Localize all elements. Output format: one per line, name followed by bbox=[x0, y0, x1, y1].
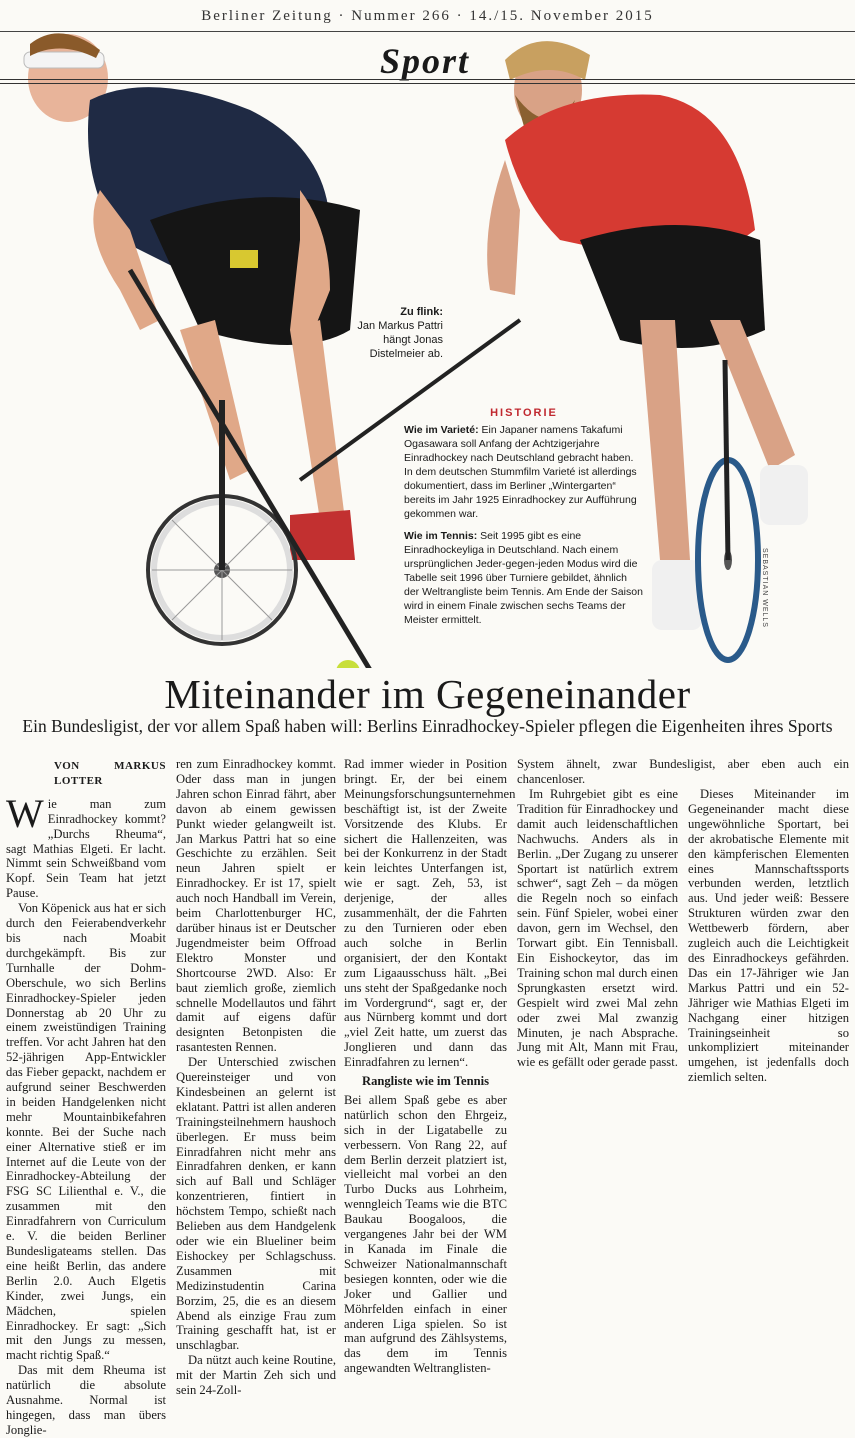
masthead: Berliner Zeitung · Nummer 266 · 14./15. November 2015 bbox=[201, 8, 654, 24]
caption-title: Zu flink: bbox=[400, 306, 443, 318]
historie-item-lead: Wie im Varieté: bbox=[404, 424, 479, 436]
headline: Miteinander im Gegeneinander bbox=[164, 671, 691, 717]
dropcap: W bbox=[6, 790, 44, 836]
byline: VON MARKUS LOTTER bbox=[54, 760, 166, 787]
tennis-ball bbox=[336, 660, 360, 668]
photo-caption bbox=[348, 305, 443, 361]
historie-heading: HISTORIE bbox=[490, 407, 558, 419]
paragraph: Bei allem Spaß gebe es aber natürlich schon den Ehrgeiz, sich in der Ligatabelle zu verbessern. Von Rang 22, auf dem Berlin derzeit platziert ist, vielleicht mal vorbei an den Turbo Ducks aus Lohrheim, wenngleich Teams wie die BTC Baukau Boogaloos, die vergangenes Jahr bei der WM in Kanada im Finale die Schweizer Nationalmannschaft besiegen konnten, oder wie die Joker und Gallier und Möhrfelden einfach in einer anderen Liga spielen. So ist man aufgrund des Zählsystems, das dem im Tennis angewandten Weltranglisten- bbox=[344, 1092, 507, 1376]
subheadline: Ein Bundesligist, der vor allem Spaß haben will: Berlins Einradhockey-Spieler pflegen die Eigenheiten ihres Sports bbox=[22, 716, 833, 736]
player-left bbox=[24, 33, 360, 560]
paragraph: Dieses Miteinander im Gegeneinander macht diese ungewöhnliche Sportart, bei der akrobatische Elemente mit den kämpferischen Elementen eines Mannschaftssports verbunden werden, letztlich aus. Und jeder weiß: Bessere Strukturen würden zwar den Wettbewerb fördern, aber zugleich auch die Leichtigkeit des Einradhockeys gefährden. Das ein 17-Jähriger wie Jan Markus Pattri und ein 52-Jähriger wie Mathias Elgeti im Nachgang einer hitzigen Trainingseinheit so unkompliziert miteinander umgehen, ist jedenfalls doch ziemlich selten. bbox=[688, 787, 849, 1085]
historie-item bbox=[404, 423, 644, 521]
paragraph: Der Unterschied zwischen Quereinsteiger und von Kindesbeinen an gelernt ist eklatant. Pattri ist allen anderen Trainingsteilnehmern haushoch überlegen. Er muss beim Einradfahren nicht mehr ans Einradfahren denken, er kann sich auf Ball und Schläger konzentrieren, fintiert in höchstem Tempo, schießt nach Belieben aus dem Handgelenk oder wie ein Blueliner beim Eishockey per Schlagschuss. Zusammen mit Medizinstudentin Carina Borzim, 25, die es an diesem Abend als einzige Frau zum Training geschafft hat, ist er unschlagbar. bbox=[176, 1055, 336, 1353]
section-title: Sport bbox=[380, 41, 471, 81]
paragraph-text: ie man zum Einradhockey kommt? „Durchs Rheuma“, sagt Mathias Elgeti. Er lacht. Nimmt sein Schweißband vom Kopf. Sein Team hat jetzt Pause. bbox=[6, 796, 166, 901]
historie-box bbox=[404, 406, 644, 635]
photo-credit: SEBASTIAN WELLS bbox=[761, 548, 768, 628]
paragraph bbox=[6, 790, 166, 901]
article-columns-4-5 bbox=[517, 787, 849, 1247]
historie-item bbox=[404, 529, 644, 627]
section-rule bbox=[0, 79, 855, 84]
paragraph: Rad immer wieder in Position bringt. Er, der bei einem Meinungsforschungsunternehmen beschäftigt ist, ist der Zweite Vorsitzende des Klubs. Er sichert die Hallenzeiten, was bei der Konkurrenz in der Stadt kein leichtes Unterfangen ist, wie er sagt. Zeh, 53, ist derjenige, der alles zusammenhält, der die Fahrten zu den Turnieren oder eben auch solche in Berlin organisiert, der den Kontakt zum Ligaausschuss hält. „Bei uns steht der Spaßgedanke noch im Vordergrund“, sagt er, der aus Nürnberg kommt und dort „viel Zeit hatte, um zuerst das Jonglieren und dann das Einradfahren zu lernen“. bbox=[344, 757, 516, 1070]
paragraph: Von Köpenick aus hat er sich durch den Feierabendverkehr bis nach Moabit durchgekämpft. Bis zur Turnhalle der Dohm-Oberschule, wo sich Berlins Einradhockey-Spieler jeden Donnerstag ab 20 Uhr zu einem zweistündigen Training treffen. Vor acht Jahren hat den 52-jährigen App-Entwickler das Fieber gepackt, nachdem er aufgrund seiner Beschwerden in beiden Handgelenken nicht mehr Mountainbikefahren konnte. Bei der Suche nach einer Alternative stieß er im Internet auf die Leute von der Einradhockey-Abteilung der FSG SC Lilienthal e. V., die zusammen mit den Einradfahrern von Curriculum e. V. die beiden Berliner Bundesligateams stellen. Das eine heißt Berlin, das andere Berlin 2.0. Auch Elgetis Kinder, zwei Jungs, ein Mädchen, spielen Einradhockey. Er sagt: „Sich mit den Jungs zu messen, macht richtig Spaß.“ bbox=[6, 901, 166, 1363]
article-column-3 bbox=[344, 757, 516, 1376]
historie-item-text: Ein Japaner namens Takafumi Ogasawara soll Anfang der Achtzigerjahre Einradhockey nach Deutschland gebracht haben. In dem deutschen Stummfilm Varieté ist allerdings dokumentiert, dass im Berliner „Wintergarten“ bereits im Jahr 1925 Einradhockey zur Aufführung gekommen war. bbox=[404, 424, 637, 520]
subheading: Rangliste wie im Tennis bbox=[361, 1074, 489, 1089]
article-column-2 bbox=[176, 757, 336, 1398]
historie-item-text: Seit 1995 gibt es eine Einradhockeyliga in Deutschland. Nach einem ursprünglichen Jeder-gegen-jeden Modus wird die Tabelle seit 1996 über Turniere gebildet, ähnlich der Weltrangliste beim Tennis. Am Ende der Saison wird in einem Finale zwischen sechs Teams der Meister ermittelt. bbox=[404, 530, 643, 626]
paragraph: System ähnelt, zwar Bundesligist, aber eben auch ein chancenloser. bbox=[517, 757, 849, 786]
article-column-1 bbox=[6, 757, 166, 1438]
unicycle-left bbox=[148, 400, 296, 644]
paragraph: Das mit dem Rheuma ist natürlich die absolute Ausnahme. Normal ist hingegen, dass man übers Jonglie- bbox=[6, 1363, 166, 1437]
paragraph: Da nützt auch keine Routine, mit der Martin Zeh sich und sein 24-Zoll- bbox=[176, 1353, 336, 1398]
historie-item-lead: Wie im Tennis: bbox=[404, 530, 478, 542]
article-column-4 bbox=[517, 757, 849, 787]
paragraph: Im Ruhrgebiet gibt es eine Tradition für Einradhockey und damit auch leidenschaftlichen Nachwuchs. Anders als in Berlin. „Der Zugang zu unserer Sportart ist natürlich extrem schwer“, sagt Zeh – da mögen die Regeln noch so einfach sein. Fünf Spieler, wobei einer davon, gern im Wechsel, den Torwart gibt. Ein Tennisball. Ein Eishockeytor, das im Training schon mal durch einen Sprungkasten ersetzt wird. Gespielt wird zwei Mal zehn oder zwei Mal zwanzig Minuten, je nach Absprache. Jung mit Alt, Mann mit Frau, wie es gefällt oder gerade passt. bbox=[517, 787, 678, 1070]
caption-text: Jan Markus Pattri hängt Jonas Distelmeier ab. bbox=[357, 320, 443, 360]
paragraph: ren zum Einradhockey kommt. Oder dass man in jungen Jahren schon Einrad fährt, aber davon ab einem gewissen Punkt wieder gelangweilt ist. Jan Markus Pattri hat so eine Geschichte zu erzählen. Seit neun Jahren spielt er Einradhockey. Er ist 17, spielt auch noch Handball im Verein, beim Charlottenburger HC, darüber hinaus ist er Deutscher Jugendmeister beim Offroad Elektro Monster und Shortcourse 2WD. Also: Er baut ziemlich große, ziemlich schnelle Modellautos und fährt damit auf eigens dafür designten Betonpisten die rasantesten Rennen. bbox=[176, 757, 336, 1055]
